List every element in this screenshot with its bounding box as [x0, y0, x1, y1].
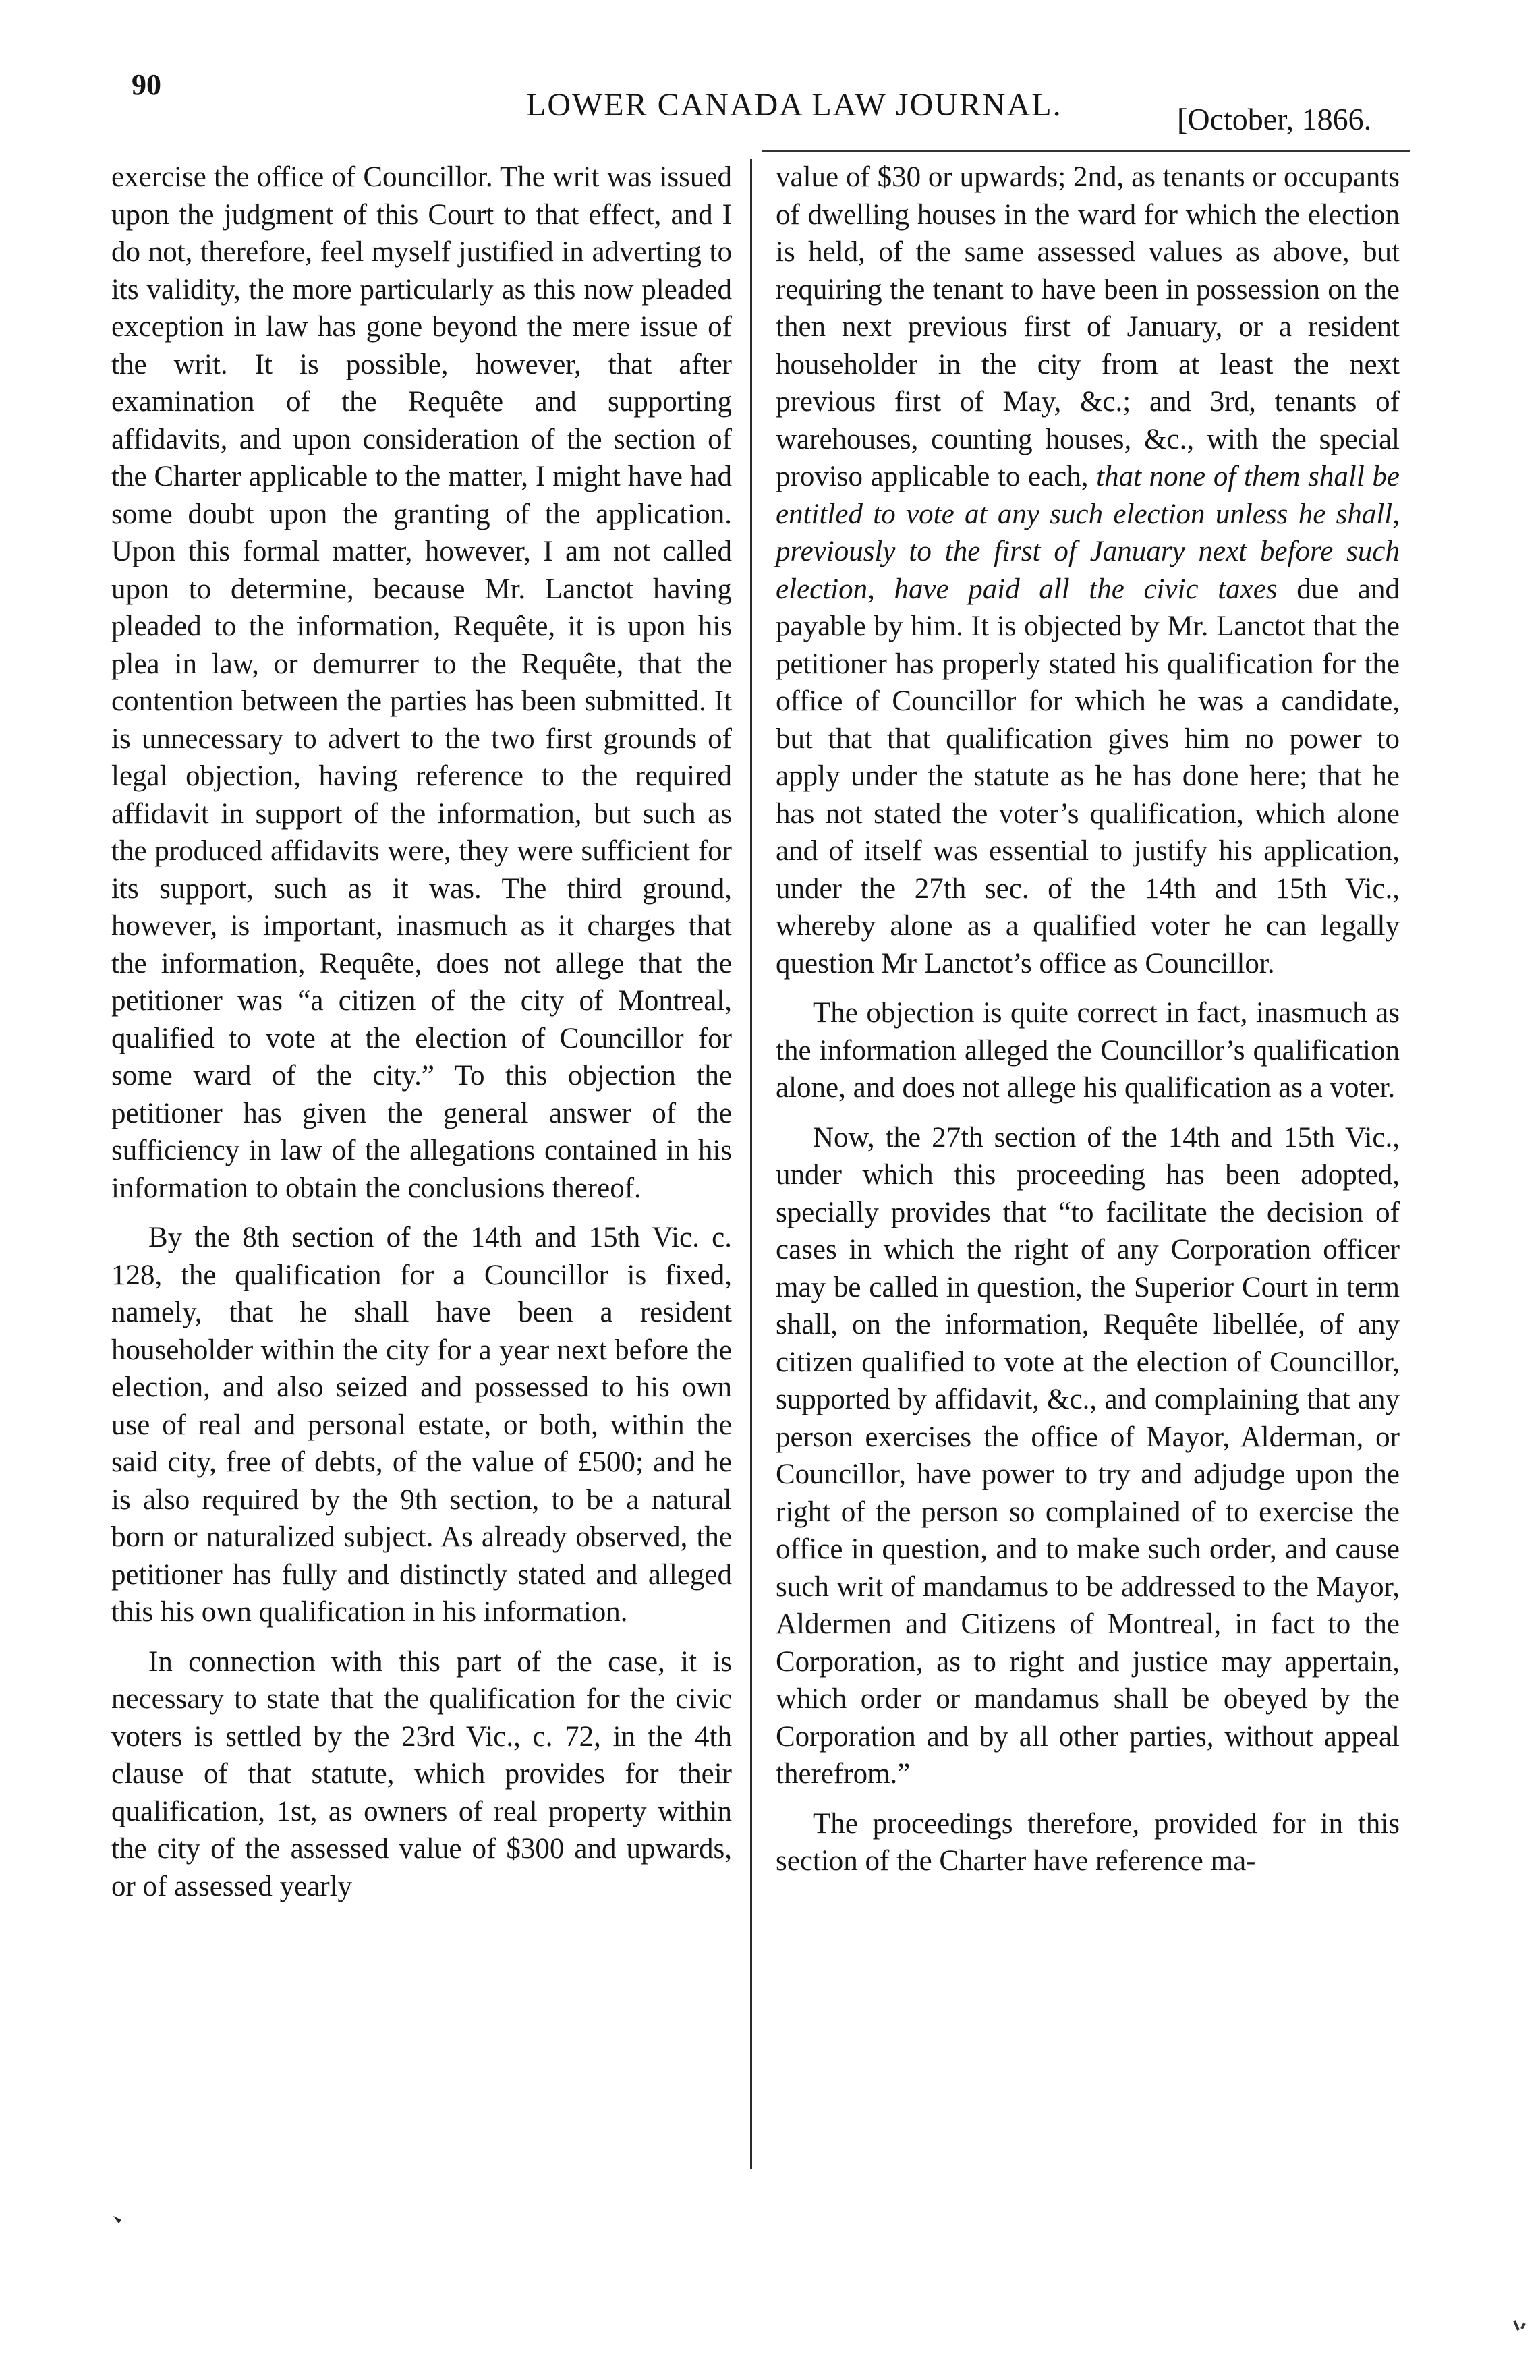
column-divider — [750, 159, 752, 2169]
left-paragraph-3: In connection with this part of the case, it is necessary to state that the qualification for the civic voters is settled by the 23rd Vic., c. 72, in the 4th clause of that statute, which provides for their qualification, 1st, as owners of real property within the city of the assessed value of $300 and upwards, or of assessed yearly — [111, 1645, 732, 1902]
right-paragraph-1 — [776, 159, 1400, 982]
right-paragraph-1-start: value of $30 or upwards; 2nd, as tenants or occupants of dwelling houses in the ward for which the election is held, of the same assessed values as above, but requiring the tenant to have been in possession on the then next previous first of January, or a resident householder in the city from at least the next previous first of May, &c.; and 3rd, tenants of warehouses, counting houses, &c., with the special proviso applicable to each, — [776, 161, 1400, 492]
left-paragraph-1: exercise the office of Councillor. The writ was issued upon the judgment of this Court to that effect, and I do not, therefore, feel myself justified in adverting to its validity, the more particularly as this now pleaded exception in law has gone beyond the mere issue of the writ. It is possible, however, that after examination of the Requête and supporting affidavits, and upon consideration of the section of the Charter applicable to the matter, I might have had some doubt upon the granting of the application. Upon this formal matter, however, I am not called upon to determine, because Mr. Lanctot having pleaded to the information, Requête, it is upon his plea in law, or demurrer to the Requête, that the contention between the parties has been submitted. It is unnecessary to advert to the two first grounds of legal objection, having reference to the required affidavit in support of the information, but such as the produced affidavits were, they were sufficient for its support, such as it was. The third ground, however, is important, inasmuch as it charges that the information, Requête, does not allege that the petitioner was “a citizen of the city of Montreal, qualified to vote at the election of Councillor for some ward of the city.” To this objection the petitioner has given the general answer of the sufficiency in law of the allegations contained in his information to obtain the conclusions thereof. — [111, 161, 732, 1204]
right-paragraph-3: Now, the 27th section of the 14th and 15th Vic., under which this proceeding has been adopted, specially provides that “to facilitate the decision of cases in which the right of any Corporation officer may be called in question, the Superior Court in term shall, on the information, Requête libellée, of any citizen qualified to vote at the election of Councillor, supported by affidavit, &c., and complaining that any person exercises the office of Mayor, Alderman, or Councillor, have power to try and adjudge upon the right of the person so complained of to exercise the office in question, and to make such order, and cause such writ of mandamus to be addressed to the Mayor, Aldermen and Citizens of Montreal, in fact to the Corporation, as to right and justice may appertain, which order or mandamus shall be obeyed by the Corporation and by all other parties, without appeal therefrom.” — [776, 1121, 1400, 1790]
right-paragraph-4: The proceedings therefore, provided for in this section of the Charter have reference ma- — [776, 1807, 1400, 1877]
page-number: 90 — [132, 68, 161, 101]
right-paragraph-1-end: due and payable by him. It is objected by Mr. Lanctot that the petitioner has properly stated his qualification for the office of Councillor for which he was a candidate, but that that qualification gives him no power to apply under the statute as he has done here; that he has not stated the voter’s qualification, which alone and of itself was essential to justify his application, under the 27th sec. of the 14th and 15th Vic., whereby alone as a qualified voter he can legally question Mr Lanctot’s office as Councillor. — [776, 573, 1400, 980]
right-column — [776, 159, 1400, 1880]
edge-mark — [113, 2216, 121, 2223]
left-column — [111, 159, 732, 1905]
left-paragraph-2: By the 8th section of the 14th and 15th Vic. c. 128, the qualification for a Councillor is fixed, namely, that he shall have been a resident householder within the city for a year next before the election, and also seized and possessed to his own use of real and personal estate, or both, within the said city, free of debts, of the value of £500; and he is also required by the 9th section, to be a natural born or naturalized subject. As already observed, the petitioner has fully and distinctly stated and alleged this his own qualification in his information. — [111, 1222, 732, 1628]
header-rule — [762, 150, 1410, 152]
proviso-italic: that none of them shall be entitled to vote at any such election unless he shall, previously to the first of January next before such election, have paid all the civic taxes — [776, 461, 1400, 605]
journal-title: LOWER CANADA LAW JOURNAL. — [526, 87, 1062, 123]
page-header — [0, 0, 1540, 162]
edge-mark-right — [1514, 2321, 1524, 2330]
right-paragraph-2: The objection is quite correct in fact, inasmuch as the information alleged the Councillor’s qualification alone, and does not allege his qualification as a voter. — [776, 997, 1400, 1104]
issue-date: [October, 1866. — [1177, 102, 1372, 136]
